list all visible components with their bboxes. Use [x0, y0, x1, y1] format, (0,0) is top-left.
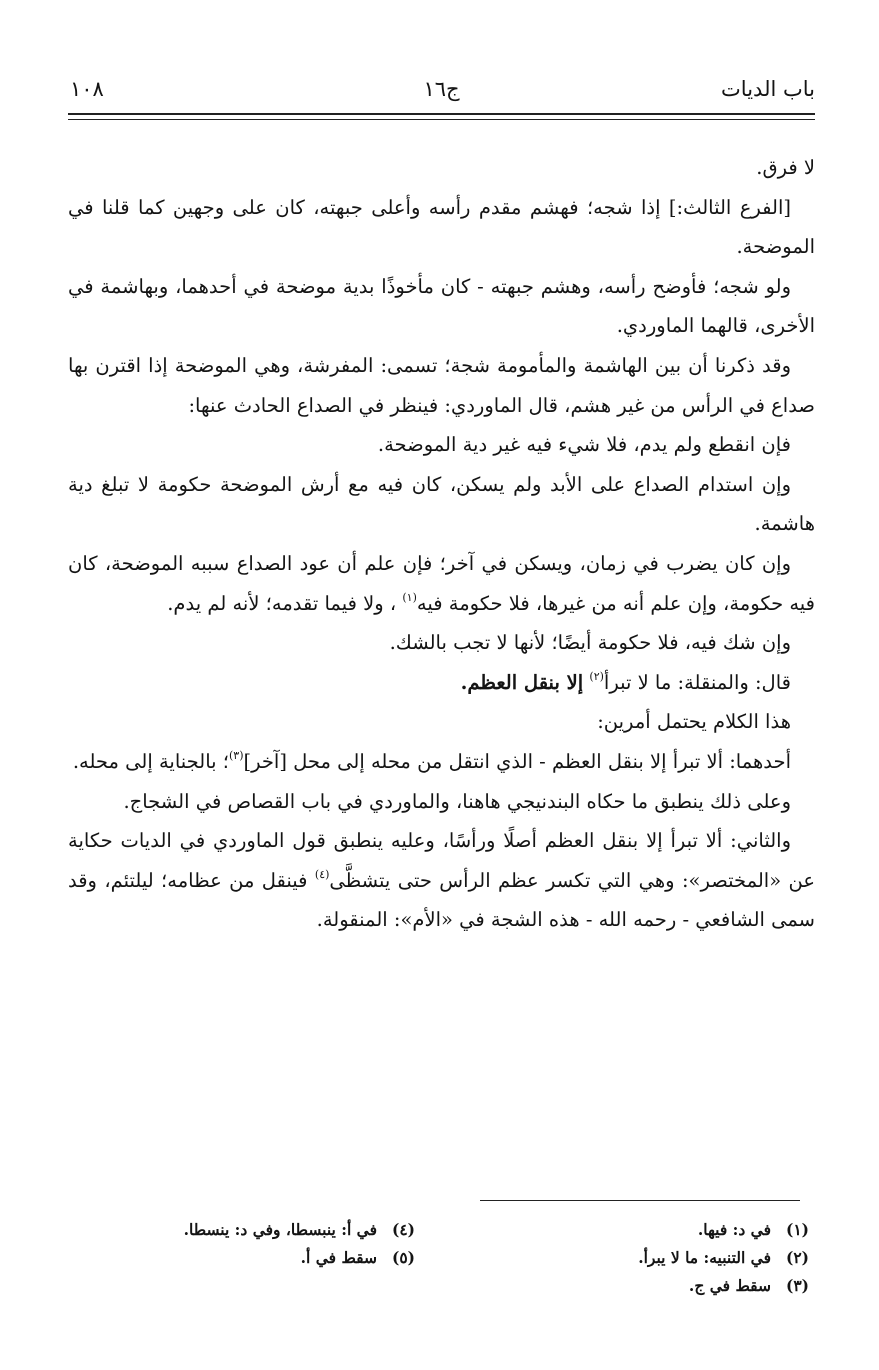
- paragraph: فإن انقطع ولم يدم، فلا شيء فيه غير دية الموضحة.: [377, 433, 791, 457]
- header-rule-thick: [68, 113, 815, 115]
- paragraph: وإن كان يضرب في زمان، ويسكن في آخر؛ فإن علم أن عود الصداع سببه الموضحة، كان فيه حكومة، وإن علم أنه من غيرها، فلا حكومة فيه$^{(١)}$ ، ولا فيما تقدمه؛ لأنه لم يدم.: [68, 551, 815, 615]
- footnote-marker: (١): [402, 590, 417, 604]
- header-rule-thin: [68, 119, 815, 120]
- paragraph: وعلى ذلك ينطبق ما حكاه البندنيجي هاهنا، والماوردي في باب القصاص في الشجاج.: [123, 789, 791, 813]
- running-header: [68, 74, 815, 110]
- paragraph: هذا الكلام يحتمل أمرين:: [597, 710, 791, 734]
- bold-phrase: إلا بنقل العظم.: [460, 670, 584, 694]
- footnote-marker: (٣): [228, 748, 244, 762]
- paragraph: لا فرق.: [756, 156, 815, 179]
- footnote: (٤)في أ: ينبسطا، وفي د: ينسطا.: [183, 1220, 415, 1239]
- paragraph: وإن استدام الصداع على الأبد ولم يسكن، كان فيه مع أرش الموضحة حكومة لا تبلغ دية هاشمة.: [68, 472, 815, 536]
- footnote: (١)في د: فيها.: [697, 1220, 809, 1239]
- main-text: [68, 148, 815, 940]
- chapter-title: باب الديات: [721, 77, 815, 101]
- footnote-separator: [480, 1200, 800, 1201]
- volume-label: ج١٦: [423, 77, 460, 101]
- page-number: ١٠٨: [70, 77, 104, 101]
- paragraph: قال: والمنقلة: ما لا تبرأ$^{(٢)}$ إلا بنقل العظم.: [460, 669, 791, 694]
- paragraph: ولو شجه؛ فأوضح رأسه، وهشم جبهته - كان مأخوذًا بدية موضحة في أحدهما، وبهاشمة في الأخرى، قالهما الماوردي.: [68, 274, 815, 338]
- paragraph: [الفرع الثالث:] إذا شجه؛ فهشم مقدم رأسه وأعلى جبهته، كان على وجهين كما قلنا في الموضحة.: [68, 195, 815, 259]
- paragraph: والثاني: ألا تبرأ إلا بنقل العظم أصلًا ورأسًا، وعليه ينطبق قول الماوردي في الديات حكاية عن «المختصر»: وهي التي تكسر عظم الرأس حتى يتشظَّى$^{(٤)}$ فينقل من عظامه؛ ليلتئم، وقد سمى الشافعي - رحمه الله - هذه الشجة في «الأم»: المنقولة.: [68, 829, 816, 932]
- footnote-marker: (٢): [589, 669, 604, 683]
- paragraph: وقد ذكرنا أن بين الهاشمة والمأمومة شجة؛ تسمى: المفرشة، وهي الموضحة إذا اقترن بها صداع في الرأس من غير هشم، قال الماوردي: فينظر في الصداع الحادث عنها:: [68, 353, 815, 417]
- footnote: (٣)سقط في ج.: [688, 1276, 809, 1295]
- paragraph: وإن شك فيه، فلا حكومة أيضًا؛ لأنها لا تجب بالشك.: [389, 631, 791, 655]
- footnote-marker: (٤): [314, 867, 330, 881]
- footnotes-column-right: [489, 1216, 809, 1300]
- footnotes-column-left: [85, 1216, 415, 1272]
- paragraph: أحدهما: ألا تبرأ إلا بنقل العظم - الذي انتقل من محله إلى محل [آخر]$^{(٣)}$؛ بالجناية إلى محله.: [72, 748, 791, 773]
- footnote: (٢)في التنبيه: ما لا يبرأ.: [638, 1248, 809, 1267]
- footnote: (٥)سقط في أ.: [300, 1248, 415, 1267]
